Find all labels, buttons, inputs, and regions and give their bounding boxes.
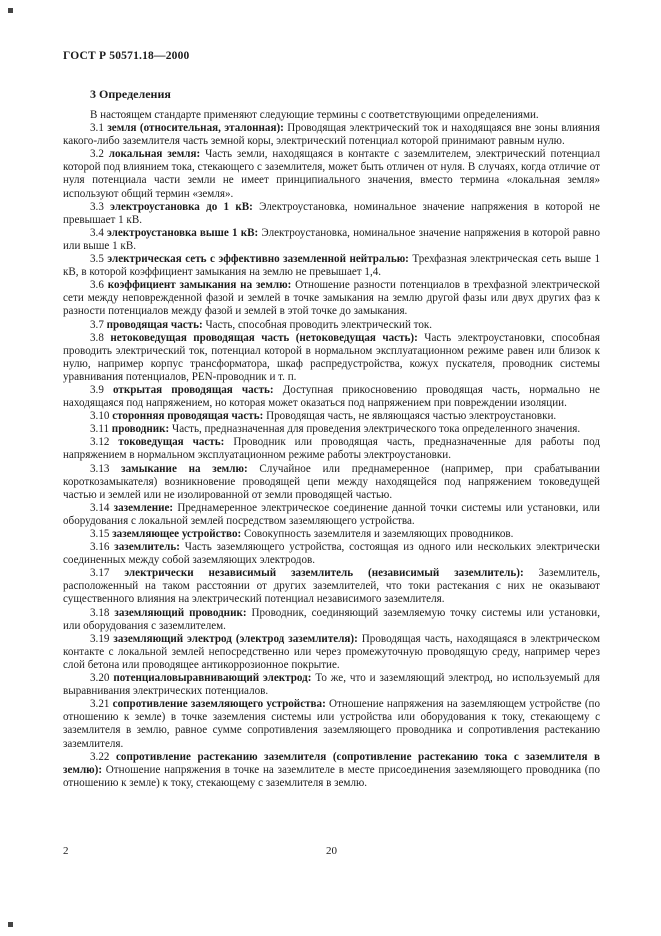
definition-item: [63, 463, 600, 502]
definition-number: 3.22: [90, 750, 110, 763]
definition-item: [63, 227, 600, 253]
definition-item: [63, 528, 600, 541]
definition-text: Часть земли, находящаяся в контакте с заземлителем, электрический потенциал которой под влиянием тока, стекающего с заземлителя, может быть отличен от нуля. В случаях, когда отличие от нуля потенциала части земли не имеет принципиального значения, вместо термина «локальная земля» используют общий термин «земля».: [63, 148, 600, 200]
definitions-list: [63, 122, 600, 790]
definition-text: Совокупность заземлителя и заземляющих проводников.: [243, 528, 514, 540]
definition-term: заземление:: [113, 501, 174, 514]
document-header: ГОСТ Р 50571.18—2000: [63, 50, 190, 62]
definition-text: Часть электроустановки, способная проводить электрический ток, потенциал которой в нормальном эксплуатационном режиме равен или близок к нулю, например корпус трансформатора, шкаф распредустройства, кожух пускателя, проводник системы уравнивания потенциалов, PEN-проводник и т. п.: [63, 331, 600, 383]
definition-term: проводящая часть:: [106, 318, 203, 331]
definition-text: Проводник, соединяющий заземляемую точку системы или установки, или оборудования с заземлителем.: [63, 606, 600, 632]
definition-text: Проводник или проводящая часть, предназначенные для работы под напряжением в нормальном эксплуатационном режиме работы электроустановки.: [63, 436, 600, 462]
definition-term: электрическая сеть с эффективно заземленной нейтралью:: [107, 253, 409, 266]
definition-number: 3.4: [90, 226, 104, 239]
definition-term: заземляющее устройство:: [112, 528, 242, 540]
definition-number: 3.15: [90, 528, 110, 540]
definition-item: [63, 201, 600, 227]
definition-number: 3.11: [90, 423, 110, 436]
definition-number: 3.13: [90, 462, 110, 475]
definition-text: Преднамеренное электрическое соединение данной точки системы или установки, или оборудования с локальной землей посредством заземляющего устройства.: [63, 501, 600, 527]
page-footer: [63, 845, 600, 858]
definition-item: [63, 633, 600, 672]
definition-item: [63, 502, 600, 528]
section-intro: В настоящем стандарте применяют следующие термины с соответствующими определениями.: [90, 109, 539, 121]
definition-term: замыкание на землю:: [121, 462, 248, 475]
definition-number: 3.8: [90, 331, 104, 344]
definition-number: 3.10: [90, 410, 110, 423]
definition-text: Отношение напряжения на заземляющем устройстве (по отношению к земле) в точке заземления системы или устройства или оборудования к току, стекающему с заземлителя в землю, равное сумме сопротивления заземляющего проводника и сопротивления растеканию заземлителя.: [63, 698, 600, 750]
definition-item: [63, 122, 600, 148]
definition-item: [63, 410, 600, 423]
definition-number: 3.9: [90, 383, 104, 396]
definition-text: Трехфазная электрическая сеть выше 1 кВ, в которой коэффициент замыкания на землю не превышает 1,4.: [63, 253, 601, 279]
definition-number: 3.1: [90, 122, 104, 135]
definition-text: Проводящая часть, не являющаяся частью электроустановки.: [266, 410, 557, 423]
definition-number: 3.12: [90, 436, 110, 449]
definition-number: 3.17: [90, 567, 110, 580]
definition-item: [63, 279, 600, 318]
definition-text: Проводящая электрический ток и находящаяся вне зоны влияния какого-либо заземлителя часть земной коры, электрический потенциал которой принимают равным нулю.: [63, 122, 600, 148]
definition-text: Проводящая часть, находящаяся в электрическом контакте с локальной землей непосредственно или через промежуточную проводящую среду, например через слой бетона или проводящее антикоррозионное покрытие.: [63, 632, 601, 671]
definition-term: открытая проводящая часть:: [112, 383, 274, 396]
definition-number: 3.3: [90, 200, 104, 213]
definition-term: потенциаловыравнивающий электрод:: [113, 672, 312, 685]
definition-text: Отношение напряжения в точке на заземлителе в месте присоединения заземляющего проводника (по отношению к земле) к току, стекающему с заземлителя в землю.: [63, 763, 600, 789]
definition-item: [63, 567, 600, 606]
definition-number: 3.7: [90, 318, 104, 331]
definition-text: Электроустановка, номинальное значение напряжения в которой равно или выше 1 кВ.: [63, 226, 601, 252]
page-number-left: 2: [63, 845, 69, 857]
definition-text: Заземлитель, расположенный на таком расстоянии от других заземлителей, что токи растекания с них не оказывают существенного влияния на электрический потенциал независимого заземлителя.: [63, 567, 600, 606]
definition-item: [63, 751, 600, 790]
definition-text: Часть, предназначенная для проведения электрического тока определенного значения.: [172, 423, 581, 436]
definition-number: 3.21: [90, 698, 110, 711]
definition-text: Отношение разности потенциалов в трехфазной электрической сети между неповрежденной фазой и землей в точке замыкания на землю другой фазы или двух других фаз к разности потенциалов между фазой и землей в этой точке до замыкания.: [63, 279, 600, 318]
definition-term: сопротивление заземляющего устройства:: [112, 698, 326, 711]
definition-number: 3.20: [90, 672, 110, 685]
definition-term: заземляющий электрод (электрод заземлителя):: [113, 632, 358, 645]
definition-item: [63, 698, 600, 750]
definition-term: заземлитель:: [114, 541, 180, 554]
definition-text: Случайное или преднамеренное (например, при срабатывании короткозамыкателя) возникновение проводящей цепи между находящейся под напряжением токоведущей частью и землей или не изолированной от земли проводящей частью.: [63, 462, 600, 501]
definition-item: [63, 384, 600, 410]
scan-corner-mark: [8, 922, 13, 927]
definition-term: земля (относительная, эталонная):: [107, 122, 284, 135]
definition-term: проводник:: [111, 423, 170, 436]
definition-number: 3.18: [90, 606, 110, 619]
definition-text: Часть, способная проводить электрический ток.: [205, 318, 433, 331]
definition-term: электроустановка выше 1 кВ:: [107, 226, 259, 239]
scan-corner-mark: [8, 8, 13, 13]
definition-term: сторонняя проводящая часть:: [112, 410, 264, 423]
definition-term: локальная земля:: [108, 148, 201, 161]
definition-item: [63, 672, 600, 698]
definition-item: [63, 319, 600, 332]
definition-text: Часть заземляющего устройства, состоящая из одного или нескольких электрически соединенных между собой заземляющих электродов.: [63, 541, 600, 567]
definition-term: нетоковедущая проводящая часть (нетоковедущая часть):: [110, 331, 418, 344]
definition-text: Доступная прикосновению проводящая часть, нормально не находящаяся под напряжением, но которая может оказаться под напряжением при повреждении изоляции.: [63, 383, 600, 410]
definition-term: электрически независимый заземлитель (независимый заземлитель):: [124, 567, 524, 580]
definition-term: сопротивление растеканию заземлителя (сопротивление растеканию тока с заземлителя в землю):: [63, 750, 600, 776]
definition-term: коэффициент замыкания на землю:: [107, 279, 292, 292]
definition-item: [63, 148, 600, 200]
page-number-center: 20: [326, 845, 337, 857]
definition-text: То же, что и заземляющий электрод, но используемый для выравнивания электрических потенциалов.: [63, 672, 600, 698]
definition-item: [63, 332, 600, 384]
definition-text: Электроустановка, номинальное значение напряжения в которой не превышает 1 кВ.: [63, 200, 600, 226]
definition-number: 3.6: [90, 279, 104, 292]
definition-number: 3.5: [90, 253, 104, 266]
definition-number: 3.2: [90, 148, 104, 161]
definition-number: 3.14: [90, 501, 110, 514]
definition-term: заземляющий проводник:: [114, 606, 247, 619]
definition-number: 3.19: [90, 632, 110, 645]
definition-term: электроустановка до 1 кВ:: [110, 200, 253, 213]
definition-item: [63, 436, 600, 462]
section-title: 3 Определения: [90, 87, 171, 101]
definition-item: [63, 541, 600, 567]
definition-item: [63, 253, 600, 279]
definition-term: токоведущая часть:: [118, 436, 225, 449]
definition-item: [63, 423, 600, 436]
definition-item: [63, 607, 600, 633]
definition-number: 3.16: [90, 541, 110, 554]
